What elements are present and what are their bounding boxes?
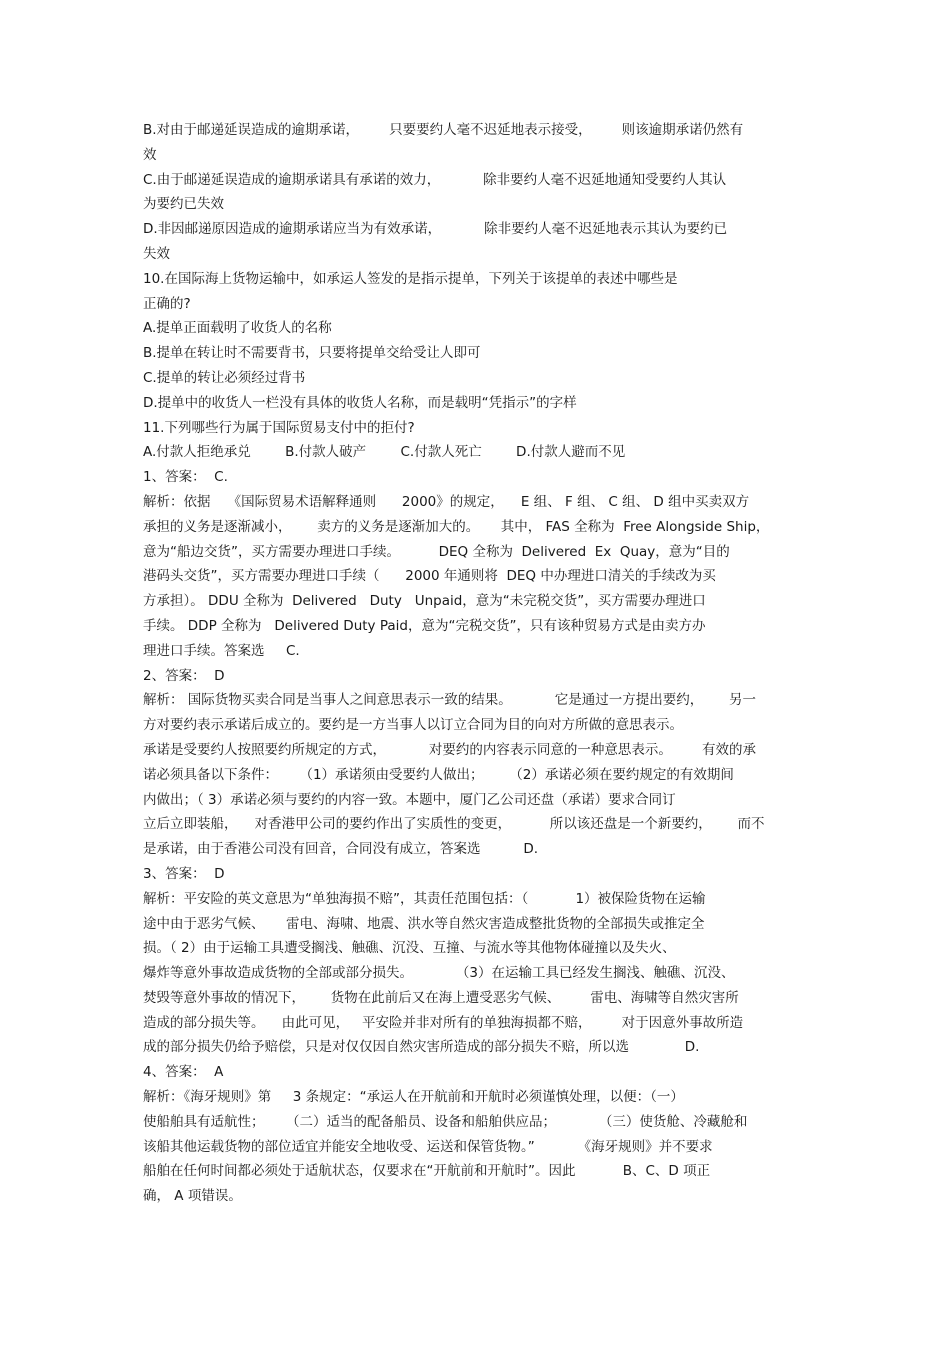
text-line: B.对由于邮递延误造成的逾期承诺， 只要要约人毫不迟延地表示接受， 则该逾期承诺仍然有 <box>143 122 744 138</box>
answer-1: 1、答案： C. <box>143 469 228 486</box>
text-line: 造成的部分损失等。 由此可见， 平安险并非对所有的单独海损都不赔， 对于因意外事故所造 <box>143 1014 744 1031</box>
option-a: A.提单正面载明了收货人的名称 <box>143 320 332 337</box>
question-11: 11.下列哪些行为属于国际贸易支付中的拒付? <box>143 419 415 436</box>
text-line: 解析：平安险的英文意思为“单独海损不赔”，其责任范围包括：（ 1）被保险货物在运输 <box>143 890 706 907</box>
text-line: 解析：《海牙规则》第 3 条规定：“承运人在开航前和开航时必须谨慎处理，以便：（一） <box>143 1089 684 1106</box>
text-line: 港码头交货”，买方需要办理进口手续（ 2000 年通则将 DEQ 中办理进口清关的手续改为买 <box>143 568 716 585</box>
text-line: 损。（ 2）由于运输工具遭受搁浅、触礁、沉没、互撞、与流水等其他物体碰撞以及失火、 <box>143 940 676 957</box>
text-line: 爆炸等意外事故造成货物的全部或部分损失。 （3）在运输工具已经发生搁浅、触礁、沉没、 <box>143 965 735 982</box>
text-line: 承担的义务是逐渐减小， 卖方的义务是逐渐加大的。 其中， FAS 全称为 Free Alongside Ship， <box>143 518 770 535</box>
text-line: 承诺是受要约人按照要约所规定的方式， 对要约的内容表示同意的一种意思表示。 有效的承 <box>143 741 756 758</box>
text-line: 内做出；（ 3）承诺必须与要约的内容一致。本题中，厦门乙公司还盘（承诺）要求合同订 <box>143 791 676 808</box>
question-10: 10.在国际海上货物运输中，如承运人签发的是指示提单，下列关于该提单的表述中哪些是 <box>143 270 678 287</box>
answer-4: 4、答案： A <box>143 1064 224 1081</box>
text-line: 理进口手续。答案选 C. <box>143 642 300 659</box>
text-line: 解析： 国际货物买卖合同是当事人之间意思表示一致的结果。 它是通过一方提出要约， 另一 <box>143 692 756 709</box>
text-line: 是承诺，由于香港公司没有回音，合同没有成立，答案选 D. <box>143 841 539 858</box>
options-row: A.付款人拒绝承兑 B.付款人破产 C.付款人死亡 D.付款人避而不见 <box>143 444 626 461</box>
document-body <box>143 118 807 1209</box>
text-line: 意为“船边交货”，买方需要办理进口手续。 DEQ 全称为 Delivered Ex Quay，意为“目的 <box>143 543 730 560</box>
text-line: 效 <box>143 146 157 163</box>
text-line: 失效 <box>143 245 170 262</box>
text-line: 途中由于恶劣气候、 雷电、海啸、地震、洪水等自然灾害造成整批货物的全部损失或推定全 <box>143 915 705 932</box>
text-line: 为要约已失效 <box>143 196 224 213</box>
text-line: 解析：依据 《国际贸易术语解释通则 2000》的规定， E 组、 F 组、 C 组、 D 组中买卖双方 <box>143 493 750 510</box>
text-line: 该船其他运载货物的部位适宜并能安全地收受、运送和保管货物。” 《海牙规则》并不要求 <box>143 1138 713 1155</box>
text-line: 正确的? <box>143 295 191 312</box>
option-b: B.提单在转让时不需要背书，只要将提单交给受让人即可 <box>143 345 481 362</box>
option-c: C.提单的转让必须经过背书 <box>143 369 306 386</box>
answer-3: 3、答案： D <box>143 865 225 882</box>
text-line: D.非因邮递原因造成的逾期承诺应当为有效承诺， 除非要约人毫不迟延地表示其认为要约已 <box>143 221 728 238</box>
text-line: 使船舶具有适航性； （二）适当的配备船员、设备和船舶供应品； （三）使货舱、冷藏舱和 <box>143 1113 748 1130</box>
text-line: 手续。 DDP 全称为 Delivered Duty Paid，意为“完税交货”，只有该种贸易方式是由卖方办 <box>143 617 706 634</box>
option-d: D.提单中的收货人一栏没有具体的收货人名称，而是载明“凭指示”的字样 <box>143 394 577 411</box>
text-line: 立后立即装船， 对香港甲公司的要约作出了实质性的变更， 所以该还盘是一个新要约， 而不 <box>143 816 765 833</box>
text-line: 诺必须具备以下条件： （1）承诺须由受要约人做出； （2）承诺必须在要约规定的有效期间 <box>143 766 734 783</box>
text-line: 确， A 项错误。 <box>143 1188 242 1205</box>
text-line: 成的部分损失仍给予赔偿，只是对仅仅因自然灾害所造成的部分损失不赔，所以选 D. <box>143 1039 700 1056</box>
text-line: 焚毁等意外事故的情况下， 货物在此前后又在海上遭受恶劣气候、 雷电、海啸等自然灾害所 <box>143 989 739 1006</box>
answer-2: 2、答案： D <box>143 667 225 684</box>
text-line: 方承担）。 DDU 全称为 Delivered Duty Unpaid，意为“未完税交货”，买方需要办理进口 <box>143 593 706 610</box>
text-line: C.由于邮递延误造成的逾期承诺具有承诺的效力， 除非要约人毫不迟延地通知受要约人其认 <box>143 171 727 188</box>
text-line: 船舶在任何时间都必须处于适航状态，仅要求在“开航前和开航时”。因此 B、C、D 项正 <box>143 1163 711 1180</box>
text-line: 方对要约表示承诺后成立的。要约是一方当事人以订立合同为目的向对方所做的意思表示。 <box>143 717 683 734</box>
